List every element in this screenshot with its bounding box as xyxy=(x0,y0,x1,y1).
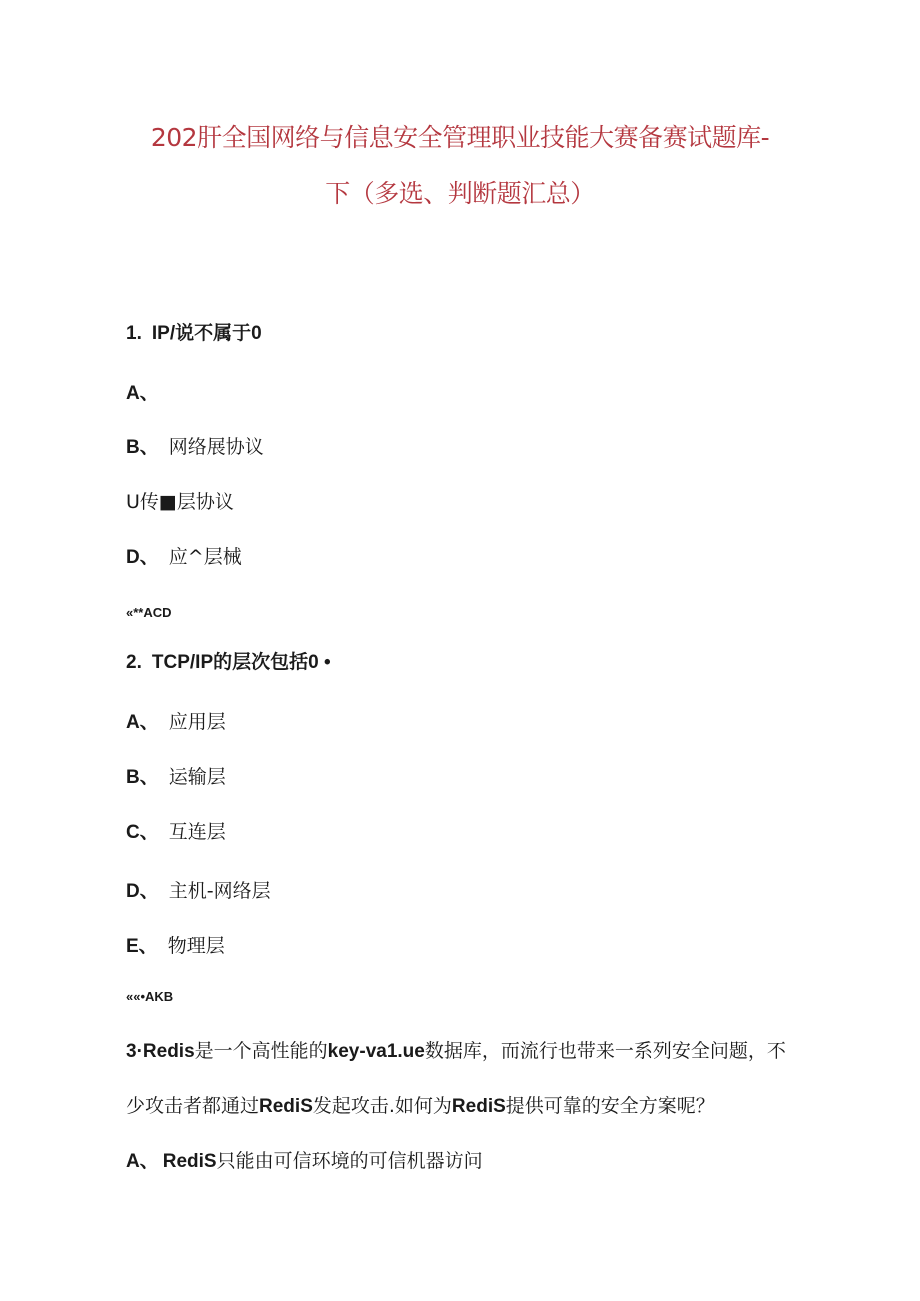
stem-text: 发起攻击.如何为 xyxy=(312,1095,452,1117)
option-text: 物理层 xyxy=(167,935,225,957)
stem-text: 少攻击者都通过 xyxy=(126,1095,260,1117)
redis-term: RediS xyxy=(259,1096,313,1117)
option-label: E、 xyxy=(126,936,158,957)
question-1-answer: «**ACD xyxy=(126,605,172,620)
option-text: 应^层械 xyxy=(168,546,242,568)
question-2-option-e xyxy=(126,934,225,959)
stem-text: 是一个高性能的 xyxy=(194,1040,328,1062)
question-1-stem xyxy=(126,321,262,346)
option-text: 主机-网络层 xyxy=(168,880,271,902)
question-1-option-d xyxy=(126,545,242,570)
option-text: 应用层 xyxy=(168,711,226,733)
question-1-option-b xyxy=(126,435,264,460)
question-3-option-a xyxy=(126,1149,483,1174)
option-label: D、 xyxy=(126,881,159,902)
question-3-stem-line-2 xyxy=(126,1094,715,1119)
document-title-line-2: 下（多选、判断题汇总） xyxy=(325,179,595,208)
option-text: 运输层 xyxy=(168,766,226,788)
option-label: A、 xyxy=(126,383,159,404)
question-2-stem xyxy=(126,650,331,675)
question-3-number: 3· xyxy=(126,1041,143,1062)
option-text: 互连层 xyxy=(168,821,226,843)
redis-term: Redis xyxy=(142,1041,195,1062)
question-1-text: IP/说不属于0 xyxy=(151,323,262,344)
question-1-option-c xyxy=(126,490,234,514)
option-label: B、 xyxy=(126,437,159,458)
question-1-option-a xyxy=(126,381,163,406)
question-2-number: 2. xyxy=(126,652,142,673)
key-value-term: key-va1.ue xyxy=(327,1041,425,1062)
question-2-option-a xyxy=(126,710,226,735)
question-1-number: 1. xyxy=(126,323,142,344)
option-label: D、 xyxy=(126,547,159,568)
option-label: A、 xyxy=(126,712,159,733)
redis-term: RediS xyxy=(162,1151,217,1172)
question-2-option-b xyxy=(126,765,226,790)
option-text: U传■层协议 xyxy=(126,491,234,513)
question-3-stem-line-1 xyxy=(126,1039,786,1064)
stem-text: 数据库，而流行也带来一系列安全问题，不 xyxy=(424,1040,786,1062)
option-label: A、 xyxy=(126,1151,159,1172)
redis-term: RediS xyxy=(451,1096,506,1117)
question-2-option-d xyxy=(126,879,271,904)
option-text: 网络展协议 xyxy=(168,436,264,458)
question-2-option-c xyxy=(126,820,226,845)
option-label: C、 xyxy=(126,822,159,843)
question-2-text: TCP/IP的层次包括0 • xyxy=(151,652,331,673)
question-2-answer: ««•AKB xyxy=(126,989,174,1004)
document-title-line-1: 202肝全国网络与信息安全管理职业技能大赛备赛试题库- xyxy=(150,123,770,152)
option-label: B、 xyxy=(126,767,159,788)
option-text: 只能由可信环境的可信机器访问 xyxy=(216,1150,483,1172)
stem-text: 提供可靠的安全方案呢？ xyxy=(505,1095,715,1117)
